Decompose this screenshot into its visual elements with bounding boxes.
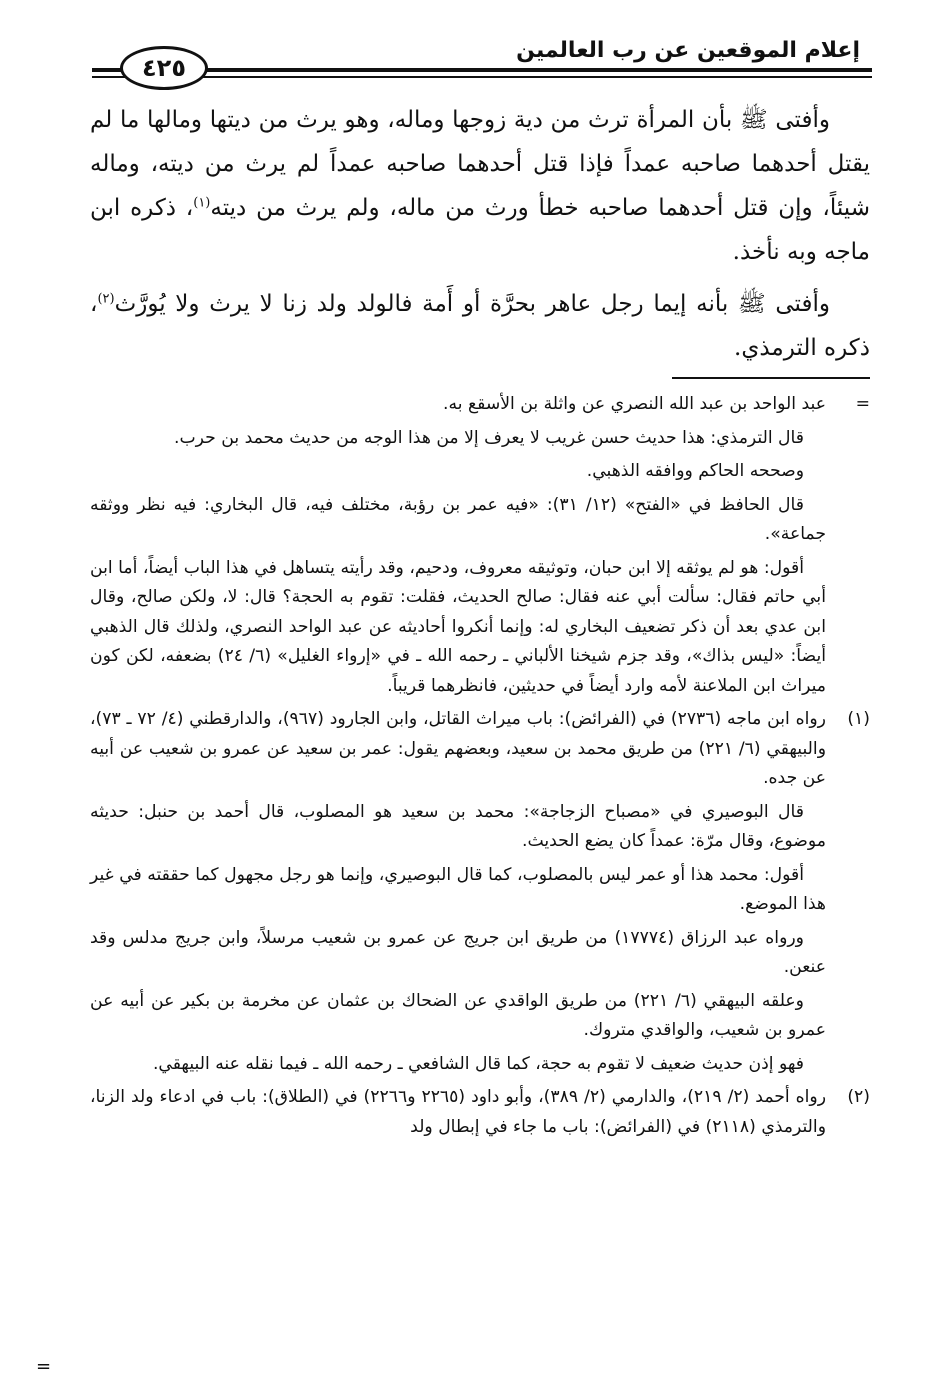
- main-paragraph-1: [90, 98, 870, 274]
- main-text: [90, 98, 870, 378]
- main-paragraph-1-tail: ، ذكره ابن ماجه وبه نأخذ.: [90, 195, 870, 265]
- footnote-paragraph: وعلقه البيهقي (٦/ ٢٢١) من طريق الواقدي عن الضحاك بن عثمان عن مخرمة بن بكير عن أبيه عن عمرو بن شعيب، والواقدي متروك.: [90, 990, 826, 1040]
- footnote-marker: (٢): [847, 1087, 870, 1107]
- footnote-continuation: [90, 390, 870, 701]
- footnote-paragraph: قال البوصيري في «مصباح الزجاجة»: محمد بن سعيد هو المصلوب، قال أحمد بن حنبل: حديثه موضوع، وقال مرّة: عمداً كان يضع الحديث.: [90, 801, 826, 851]
- page-number-badge: [120, 46, 208, 90]
- page-number: ٤٢٥: [142, 54, 186, 82]
- header-rule-thick: [92, 68, 872, 72]
- header-rule-thin: [92, 76, 872, 78]
- main-paragraph-2-tail: ، ذكره الترمذي.: [90, 291, 870, 361]
- footnote-paragraph: وصححه الحاكم ووافقه الذهبي.: [586, 461, 804, 481]
- footnote-paragraph: قال الترمذي: هذا حديث حسن غريب لا يعرف إلا من هذا الوجه من حديث محمد بن حرب.: [174, 427, 804, 448]
- footnote-paragraph: قال الحافظ في «الفتح» (١٢/ ٣١): «فيه عمر بن رؤبة، مختلف فيه، قال البخاري: فيه نظر ووثقه جماعة».: [90, 494, 826, 544]
- footnote-paragraph: رواه ابن ماجه (٢٧٣٦) في (الفرائض): باب ميراث القاتل، وابن الجارود (٩٦٧)، والدارقطني (٤/ ٧٢ ـ ٧٣)، والبيهقي (٦/ ٢٢١) من طريق محمد بن سعيد، وبعضهم يقول: عمر بن سعيد عن عمرو بن شعيب عن أبيه عن جده.: [90, 709, 826, 788]
- footnote-marker: =: [855, 394, 870, 414]
- footnote-paragraph: عبد الواحد بن عبد الله النصري عن واثلة بن الأسقع به.: [443, 394, 826, 414]
- continuation-mark: =: [36, 1356, 52, 1377]
- main-paragraph-2: [90, 282, 870, 370]
- footnotes: [90, 390, 870, 1146]
- main-paragraph-2-text: وأفتى ﷺ بأنه إيما رجل عاهر بحرَّة أو أَمة فالولد ولد زنا لا يرث ولا يُورَّث: [114, 291, 830, 317]
- footnote-paragraph: ورواه عبد الرزاق (١٧٧٧٤) من طريق ابن جريج عن عمرو بن شعيب مرسلاً، وابن جريج مدلس وقد عنعن.: [90, 927, 826, 977]
- footnote-1: [90, 705, 870, 1079]
- footnote-paragraph: فهو إذن حديث ضعيف لا تقوم به حجة، كما قال الشافعي ـ رحمه الله ـ فيما نقله عنه البيهقي.: [152, 1053, 804, 1074]
- footnote-separator: [672, 377, 870, 379]
- footnote-paragraph: أقول: هو لم يوثقه إلا ابن حبان، وتوثيقه معروف، ودحيم، وقد رأيته يتساهل في هذا الباب أيضاً، أما ابن أبي حاتم فقال: سألت أبي عنه فقال: صالح الحديث، فقلت: تقوم به الحجة؟ قال: لا، ولكن صالح، وقال ابن عدي بعد أن ذكر تضعيف البخاري له: وإنما أنكروا أحاديثه عن عبد الواحد النصري، ولذلك قال الذهبي أيضاً: «ليس بذاك»، وقد جزم شيخنا الألباني ـ رحمه الله ـ في «إرواء الغليل» (٦/ ٢٤) بضعفه، لكن كون ميراث ابن الملاعنة لأمه وارد أيضاً في حديثين، فانظرهما قريباً.: [90, 557, 827, 696]
- footnote-paragraph: أقول: محمد هذا أو عمر ليس بالمصلوب، كما قال البوصيري، وإنما هو رجل مجهول كما حققته في غير هذا الموضع.: [90, 864, 826, 914]
- footnote-2: [90, 1083, 870, 1142]
- page-header: [92, 38, 872, 86]
- footnote-paragraph: رواه أحمد (٢/ ٢١٩)، والدارمي (٢/ ٣٨٩)، وأبو داود (٢٢٦٥ و٢٢٦٦) في (الطلاق): باب في ادعاء ولد الزنا، والترمذي (٢١١٨) في (الفرائض): باب ما جاء في إبطال ولد: [90, 1087, 826, 1137]
- book-title: إعلام الموقعين عن رب العالمين: [516, 38, 860, 63]
- footnote-ref-2[interactable]: (٢): [97, 291, 115, 307]
- main-paragraph-1-text: وأفتى ﷺ بأن المرأة ترث من دية زوجها وماله، وهو يرث من ديتها ومالها ما لم يقتل أحدهما صاحبه عمداً فإذا قتل أحدهما صاحبه عمداً لم يرث من ديته، وماله شيئاً، وإن قتل أحدهما صاحبه خطأ ورث من ماله، ولم يرث من ديته: [90, 107, 871, 221]
- footnote-marker: (١): [847, 709, 870, 729]
- footnote-ref-1[interactable]: (١): [193, 195, 211, 211]
